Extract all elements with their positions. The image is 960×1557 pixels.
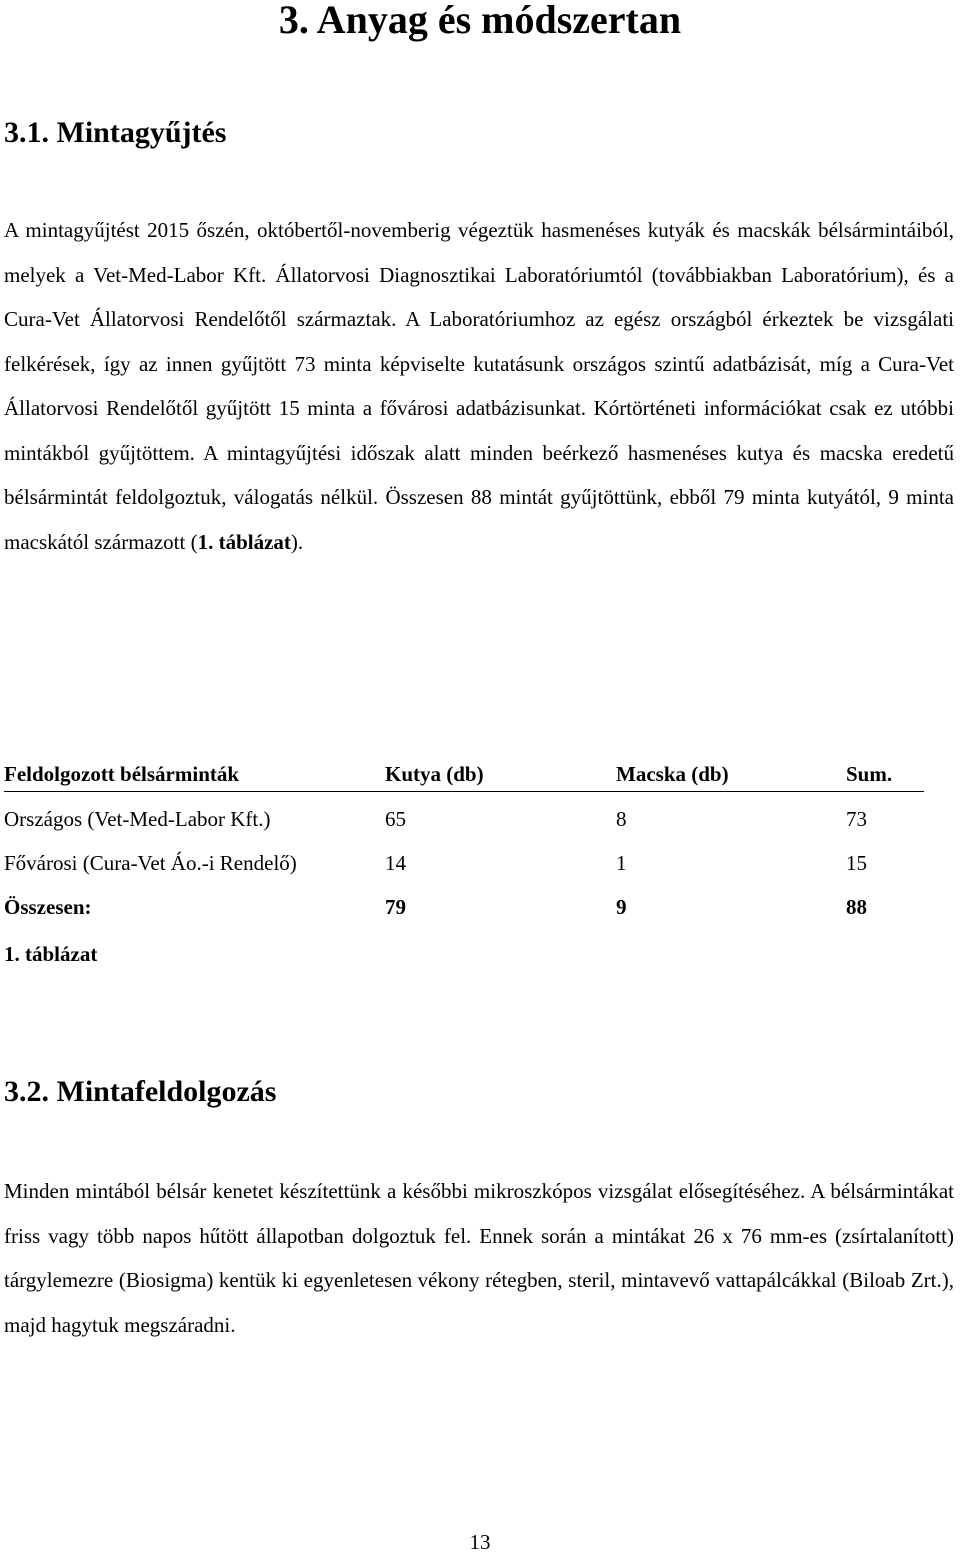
table-header-cell: Sum.	[846, 762, 893, 786]
table-header-cell: Feldolgozott bélsárminták	[4, 762, 240, 786]
samples-table	[4, 752, 924, 929]
table-total-cell: Összesen:	[4, 895, 92, 919]
table-total-cell: 9	[616, 895, 627, 919]
table-total-cell: 88	[846, 895, 867, 919]
table-header-cell: Macska (db)	[616, 762, 729, 786]
table-cell: 14	[385, 851, 406, 875]
table-cell: 73	[846, 807, 867, 831]
table-row	[4, 797, 924, 841]
table-cell: 1	[616, 851, 627, 875]
paragraph-text: A mintagyűjtést 2015 őszén, októbertől-novemberig végeztük hasmenéses kutyák és macskák bélsármintáiból, melyek a Vet-Med-Labor Kft. Állatorvosi Diagnosztikai Laboratóriumtól (továbbiakban Laboratórium), és a Cura-Vet Állatorvosi Rendelőtől származtak. A Laboratóriumhoz az egész országból érkeztek be vizsgálati felkérések, így az innen gyűjtött 73 minta képviselte kutatásunk országos szintű adatbázisát, míg a Cura-Vet Állatorvosi Rendelőtől gyűjtött 15 minta a fővárosi adatbázisunkat. Kórtörténeti információkat csak ez utóbbi mintákból gyűjtöttem. A mintagyűjtési időszak alatt minden beérkező hasmenéses kutya és macska eredetű bélsármintát feldolgoztuk, válogatás nélkül. Összesen 88 mintát gyűjtöttünk, ebből 79 minta kutyától, 9 minta macskától származott (	[4, 218, 954, 554]
table-total-row	[4, 885, 924, 929]
table-cell: 15	[846, 851, 867, 875]
table-row	[4, 841, 924, 885]
table-cell: Országos (Vet-Med-Labor Kft.)	[4, 807, 271, 831]
table-reference: 1. táblázat	[197, 529, 291, 554]
chapter-title: 3. Anyag és módszertan	[278, 0, 682, 42]
table-cell: Fővárosi (Cura-Vet Áo.-i Rendelő)	[4, 851, 297, 875]
paragraph-text-end: ).	[290, 529, 304, 554]
table-cell: 8	[616, 807, 627, 831]
sample-processing-paragraph: Minden mintából bélsár kenetet készítettünk a későbbi mikroszkópos vizsgálat elősegítéséhez. A bélsármintákat friss vagy több napos hűtött állapotban dolgoztuk fel. Ennek során a mintákat 26 x 76 mm-es (zsírtalanított) tárgylemezre (Biosigma) kentük ki egyenletesen vékony rétegben, steril, mintavevő vattapálcákkal (Biloab Zrt.), majd hagytuk megszáradni.	[4, 1179, 954, 1337]
table-header-row	[4, 752, 924, 792]
table-caption: 1. táblázat	[4, 942, 98, 966]
table-total-cell: 79	[385, 895, 406, 919]
table-header-cell: Kutya (db)	[385, 762, 484, 786]
table-cell: 65	[385, 807, 406, 831]
page-number: 13	[469, 1530, 491, 1554]
section-title-sample-processing: 3.2. Mintafeldolgozás	[4, 1075, 277, 1108]
section-title-sample-collection: 3.1. Mintagyűjtés	[4, 116, 227, 149]
sample-collection-paragraph	[4, 208, 954, 564]
